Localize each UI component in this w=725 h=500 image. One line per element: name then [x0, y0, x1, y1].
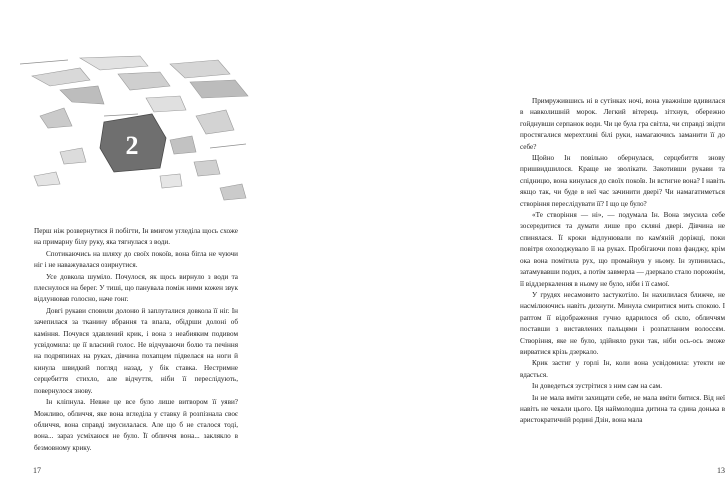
left-page	[0, 0, 250, 500]
paragraph: Щойно Ін повільно обернулася, серцебиття знову пришвидшилося. Краще не зволікати. Закотивши рукави та спідницю, вона кинулася до своїх покоїв. Ін встигне вона? І навіть якщо так, чи буде в неї час зачинити двері? Чи намагатиметься створіння переслідувати її? І що це було?	[520, 154, 725, 208]
paragraph: Примружившись ні в сутінках ночі, вона уважніше вдивилася в навколишній морок. Легкий вітерець зітхнув, обережно гойднувши серпанок води. Чи це була гра світла, чи справді звідти простягалися мерехтливі білі руки, намагаючись заманити її до себе?	[520, 97, 725, 151]
left-page-body	[34, 226, 238, 454]
chapter-illustration	[20, 56, 250, 216]
paragraph: Перш ніж розвернутися й побігти, Ін вмигом угледіла щось схоже на примарну білу руку, яка тягнулася з води.	[34, 227, 238, 247]
paragraph: У грудях несамовито застукотіло. Ін нахилилася ближче, не насмілюючись навіть дихнути. Минула смиритися мить спокою. І раптом її відображення гучно вдарилося об скло, обличчям поставши з виставлених пальцями і розпатланим волоссям. Створіння, яке не було, здійняло руки так, ніби ось-ось зможе вирватися крізь дзеркало.	[520, 290, 725, 356]
shattered-shards-illustration	[20, 56, 250, 216]
paragraph: «Те створіння — ні», — подумала Ін. Вона змусила себе зосередитися та думати лише про скляні двері. Дівчина не спинялася. Її кроки відлунювали по кам'яній доріжці, поки повітря охолоджувало її на руках. Пробігаючи повз фанджу, крім ока вона помітила рух, що промайнув у ньому. Ін зупинилась, затамувавши подих, а потім завмерла — дзеркало стало порожнім, її віддзеркалення в ньому не було, ніби і її самої.	[520, 211, 725, 288]
page-number-left: 17	[33, 466, 41, 475]
chapter-number: 2	[125, 131, 139, 160]
paragraph: Ін доведеться зустрітися з ним сам на сам.	[532, 382, 662, 391]
paragraph: Ін кліпнула. Невже це все було лише витвором її уяви? Можливо, обличчя, яке вона вгледіла у ставку й розпізнала своє обличчя, вона справді змусилалася. Але що б не сталося тоді, вона... зараз усміхаюся не було. Її обличчя вона... заклякло в безмовному крику.	[34, 398, 238, 452]
right-page-body	[520, 96, 725, 427]
right-page	[250, 0, 725, 500]
paragraph: Довгі рукави сповили долоню й заплуталися довкола її ніг. Ін зачепилася за тканину вбрання та впала, обідрши долоні об каміння. Почувся здавлений крик, і вона з неабияким подивом усвідомила: це її власний голос. Не відчуваючи болю та печіння на подряпинах на руках, дівчина похапцем підвелася на ноги й кинула швидкий погляд назад, у бік ставка. Нестримне серцебиття стихло, але відчуття, ніби її переслідують, повернулося знову.	[34, 306, 238, 395]
paragraph: Крик застиг у горлі Ін, коли вона усвідомила: утекти не вдасться.	[520, 359, 725, 379]
paragraph: Ін не мала вміти захищати себе, не мала вміти битися. Від неї навіть не чекали цього. Ця наймолодша дитина та єдина донька в аристократичній родині Дзін, вона мала	[520, 393, 725, 425]
paragraph: Усе довкола шуміло. Почулося, як щось вирнуло з води та плеснулося на берег. У тиші, що панувала поміж ними кожен звук відлунював голосно, наче гонг.	[34, 272, 238, 304]
paragraph: Спотикаючись на шляху до своїх покоїв, вона бігла не чуючи ніг і не наважувалася озирнутися.	[34, 249, 238, 270]
page-number-right: 13	[717, 466, 725, 475]
